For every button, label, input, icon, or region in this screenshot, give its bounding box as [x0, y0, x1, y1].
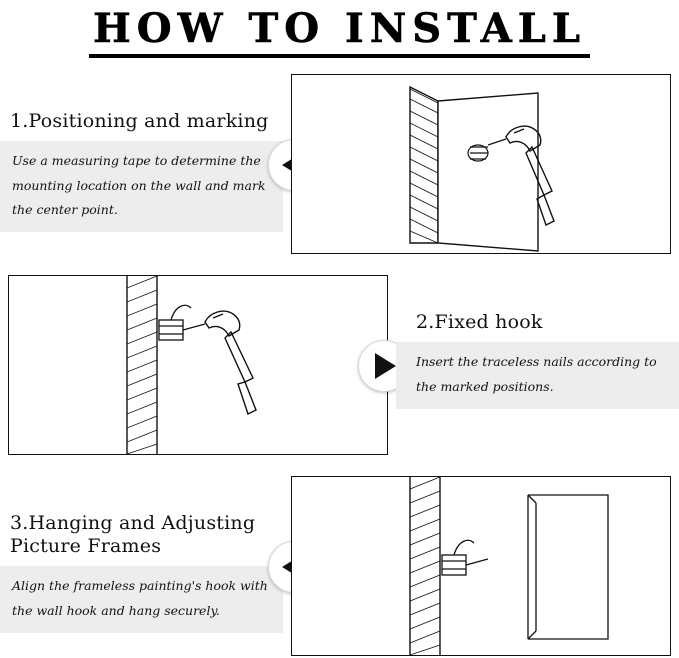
step-2-row	[0, 275, 679, 457]
step-1-illustration-panel	[291, 74, 671, 254]
step-2-illustration-panel	[8, 275, 388, 455]
step-1-row	[0, 74, 679, 256]
wall-corner-hammer-nail-illustration	[292, 75, 670, 253]
page-title-container	[0, 0, 679, 58]
page-title: HOW TO INSTALL	[89, 8, 590, 58]
step-2-heading: 2.Fixed hook	[416, 311, 543, 333]
step-3-body: Align the frameless painting's hook with the wall hook and hang securely.	[0, 566, 283, 633]
step-3-text-block	[0, 512, 283, 633]
step-1-body: Use a measuring tape to determine the mounting location on the wall and mark the center point.	[0, 141, 283, 232]
wall-hook-hammer-illustration	[9, 276, 387, 454]
wall-hook-picture-frame-illustration	[292, 477, 670, 655]
triangle-right-glyph	[375, 353, 396, 379]
step-1-text-block	[0, 110, 283, 232]
step-1-heading: 1.Positioning and marking	[10, 110, 269, 132]
step-3-heading: 3.Hanging and Adjusting Picture Frames	[10, 512, 256, 558]
step-3-illustration-panel	[291, 476, 671, 656]
step-2-text-block	[396, 311, 679, 409]
step-2-body: Insert the traceless nails according to the marked positions.	[396, 342, 679, 409]
step-3-row	[0, 476, 679, 658]
